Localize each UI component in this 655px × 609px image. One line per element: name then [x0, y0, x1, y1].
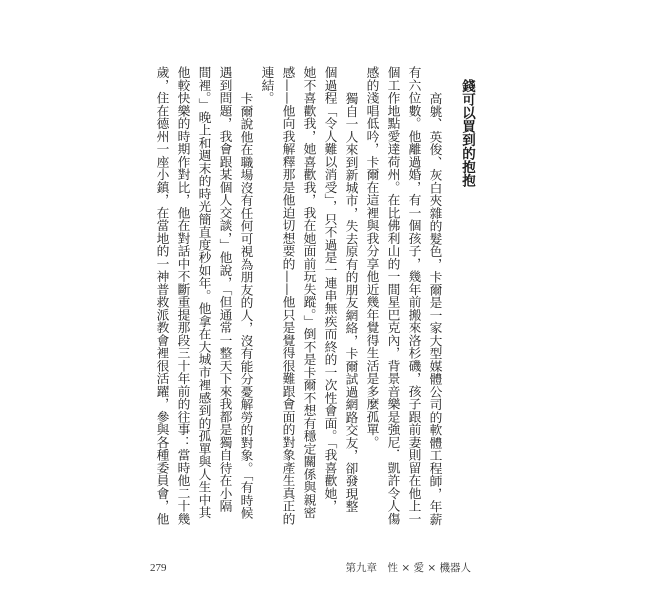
section-title: 錢可以買到的抱抱: [459, 79, 475, 187]
text-column: 感——他向我解釋那是他迫切想要的——他只是覺得很難跟會面的對象產生真正的: [279, 66, 295, 525]
text-column: 間裡。」晚上和週末的時光簡直度秒如年。他拿在大城市裡感到的孤單與人生中其: [195, 66, 211, 519]
text-column: 個過程「令人難以消受」，只不過是一連串無疾而終的一次性會面。「我喜歡她，: [321, 66, 337, 513]
text-column: 連結。: [258, 66, 274, 105]
text-column: 歲，住在德州一座小鎮，在當地的一神普救派教會裡很活躍，參與各種委員會，他: [153, 66, 169, 525]
text-column: 有六位數。他離過婚，有一個孩子，幾年前搬來洛杉磯，孩子跟前妻則留在他上一: [405, 66, 421, 525]
text-column: 獨自一人來到新城市，失去原有的朋友網絡，卡爾試過網路交友，卻發現整: [342, 91, 358, 513]
text-column: 她不喜歡我，她喜歡我，我在她面前玩失蹤。」倒不是卡爾不想有穩定關係與親密: [300, 66, 316, 519]
text-column: 個工作地點愛達荷州。在比佛利山的一間星巴克內，背景音樂是強尼．凱許令人傷: [384, 66, 400, 525]
text-column: 遇到問題，我會跟某個人交談，」他說，「但通常一整天下來我都是獨自待在小隔: [216, 66, 232, 513]
text-column: 他較快樂的時期作對比，他在對話中不斷重提那段三十年前的往事：當時他二十幾: [174, 66, 190, 525]
page-number: 279: [150, 562, 167, 574]
text-column: 高䠷、英俊、灰白夾雜的髮色，卡爾是一家大型媒體公司的軟體工程師，年薪: [426, 91, 442, 525]
text-column: 感的淺唱低吟，卡爾在這裡與我分享他近幾年覺得生活是多麼孤單。: [363, 66, 379, 449]
text-column: 卡爾說他在職場沒有任何可視為朋友的人，沒有能分憂解勞的對象。「有時候: [237, 91, 253, 519]
running-head: 第九章 性 × 愛 × 機器人: [345, 562, 471, 574]
